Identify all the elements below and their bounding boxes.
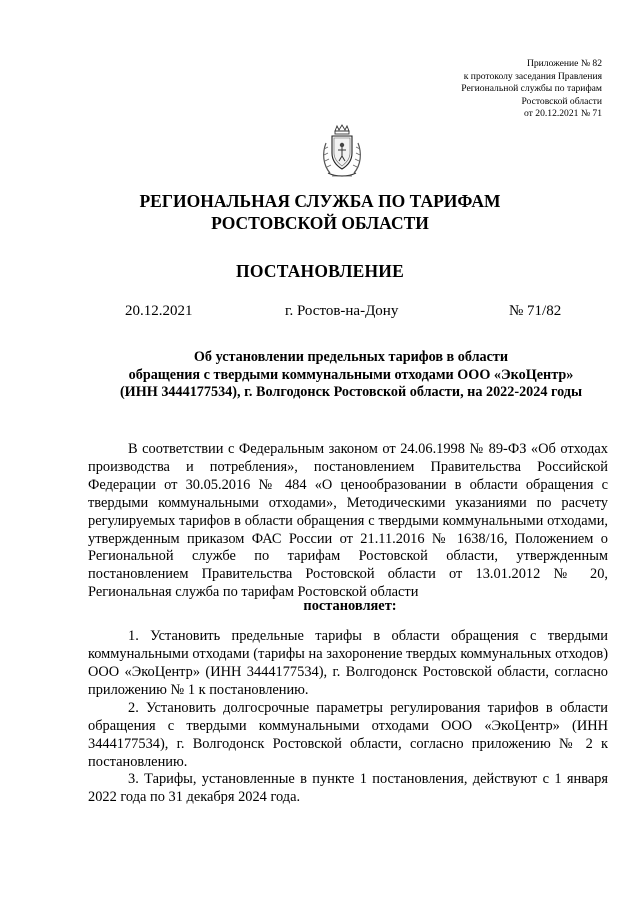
- organization-name-line2: РОСТОВСКОЙ ОБЛАСТИ: [211, 213, 429, 233]
- subject-line: (ИНН 3444177534), г. Волгодонск Ростовской области, на 2022-2024 годы: [119, 384, 583, 401]
- appendix-note: [352, 58, 602, 121]
- document-type-heading: ПОСТАНОВЛЕНИЕ: [236, 261, 404, 281]
- appendix-line: Приложение № 82: [526, 58, 602, 69]
- document-date: 20.12.2021: [125, 303, 193, 319]
- appendix-line: от 20.12.2021 № 71: [524, 108, 602, 120]
- resolution-item-2: 2. Установить долгосрочные параметры регулирования тарифов в области обращения с твердыми коммунальными отходами ООО «ЭкоЦентр» (ИНН 3444177534), г. Волгодонск Ростовской области, согласно приложению № 2 к постановлению.: [88, 700, 608, 770]
- appendix-line: Региональной службы по тарифам: [461, 83, 602, 95]
- subject-line: Об установлении предельных тарифов в области: [193, 349, 509, 365]
- document-number: № 71/82: [509, 303, 562, 319]
- appendix-line: к протоколу заседания Правления: [463, 70, 602, 82]
- preamble-paragraph: В соответствии с Федеральным законом от 24.06.1998 № 89-ФЗ «Об отходах производства и потребления», постановлением Правительства Российской Федерации от 30.05.2016 № 484 «О ценообразовании в области обращения с твердыми коммунальными отходами», Методическими указаниями по расчету регулируемых тарифов в области обращения с твердыми коммунальными отходами, утвержденным приказом ФАС России от 21.11.2016 № 1638/16, Положением о Региональной службе по тарифам Ростовской области, утвержденным постановлением Правительства Ростовской области от 13.01.2012 № 20, Региональная служба по тарифам Ростовской области: [88, 441, 608, 601]
- resolves-heading: постановляет:: [303, 598, 397, 614]
- resolution-item-3: 3. Тарифы, установленные в пункте 1 постановления, действуют с 1 января 2022 года по 31 декабря 2024 года.: [88, 771, 608, 805]
- coat-of-arms-icon: [318, 123, 366, 181]
- organization-name-line1: РЕГИОНАЛЬНАЯ СЛУЖБА ПО ТАРИФАМ: [139, 191, 501, 211]
- document-city: г. Ростов-на-Дону: [285, 303, 399, 319]
- resolution-item-1: 1. Установить предельные тарифы в области обращения с твердыми коммунальными отходами (тарифы на захоронение твердых коммунальных отходов) ООО «ЭкоЦентр» (ИНН 3444177534), г. Волгодонск Ростовской области, согласно приложению № 1 к постановлению.: [88, 628, 608, 698]
- document-subject: [84, 349, 618, 402]
- appendix-line: Ростовской области: [521, 95, 602, 107]
- subject-line: обращения с твердыми коммунальными отходами ООО «ЭкоЦентр»: [128, 366, 574, 383]
